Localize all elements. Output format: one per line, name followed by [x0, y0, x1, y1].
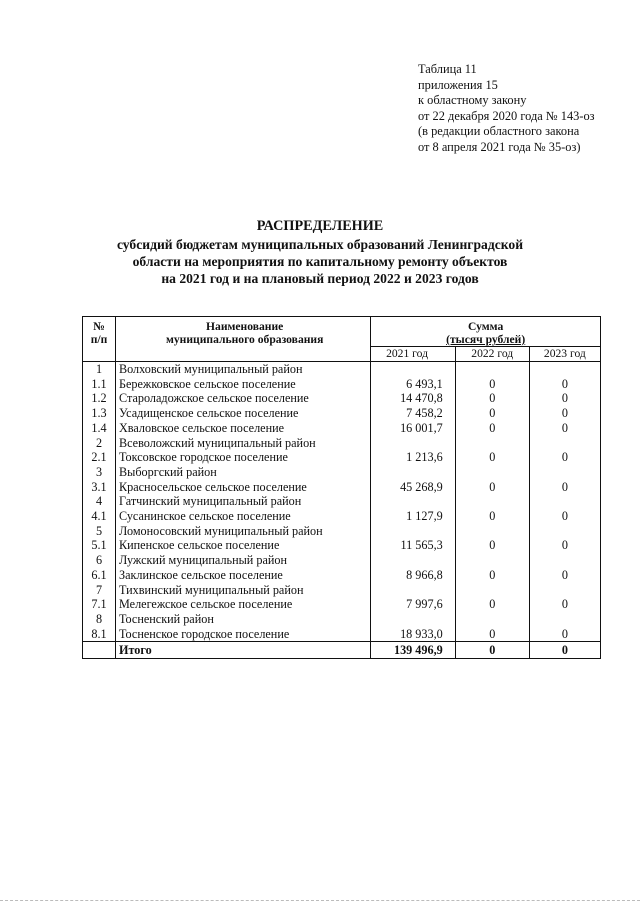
- header-year-2023: 2023 год: [529, 347, 600, 362]
- title-line: на 2021 год и на плановый период 2022 и 2023 годов: [161, 271, 479, 286]
- row-number: 1: [83, 362, 116, 377]
- total-number: [83, 642, 116, 659]
- note-line: Таблица 11: [418, 62, 477, 76]
- row-number: 8.1: [83, 627, 116, 642]
- header-num-line2: п/п: [90, 333, 108, 346]
- row-amount-2022: [455, 524, 529, 539]
- row-amount-2023: [529, 465, 600, 480]
- row-number: 5: [83, 524, 116, 539]
- row-number: 4.1: [83, 509, 116, 524]
- row-number: 2.1: [83, 450, 116, 465]
- row-amount-2021: [371, 553, 455, 568]
- row-amount-2023: 0: [529, 597, 600, 612]
- row-amount-2023: 0: [529, 406, 600, 421]
- header-num: [83, 317, 116, 362]
- row-municipality-name: Волховский муниципальный район: [116, 362, 371, 377]
- total-amount-2023: 0: [529, 642, 600, 659]
- total-amount-2021: 139 496,9: [371, 642, 455, 659]
- row-amount-2023: 0: [529, 391, 600, 406]
- row-number: 1.4: [83, 421, 116, 436]
- table-body: [83, 362, 601, 659]
- note-line: приложения 15: [418, 77, 498, 92]
- header-name-line2: муниципального образования: [165, 333, 324, 346]
- title-line: области на мероприятия по капитальному ремонту объектов: [132, 254, 508, 269]
- table-row: [83, 524, 601, 539]
- row-amount-2022: 0: [455, 406, 529, 421]
- table-row: [83, 362, 601, 377]
- table-row: [83, 480, 601, 495]
- row-amount-2022: 0: [455, 627, 529, 642]
- title-main: РАСПРЕДЕЛЕНИЕ: [256, 218, 384, 234]
- title-line: субсидий бюджетам муниципальных образований Ленинградской: [116, 237, 524, 252]
- row-number: 6: [83, 553, 116, 568]
- row-municipality-name: Кипенское сельское поселение: [116, 538, 371, 553]
- row-amount-2023: [529, 612, 600, 627]
- row-amount-2021: 45 268,9: [371, 480, 455, 495]
- row-number: 3.1: [83, 480, 116, 495]
- row-amount-2022: 0: [455, 377, 529, 392]
- row-amount-2022: 0: [455, 391, 529, 406]
- row-municipality-name: Староладожское сельское поселение: [116, 391, 371, 406]
- row-municipality-name: Заклинское сельское поселение: [116, 568, 371, 583]
- row-amount-2023: 0: [529, 480, 600, 495]
- header-year-2022: 2022 год: [455, 347, 529, 362]
- row-amount-2021: 16 001,7: [371, 421, 455, 436]
- row-amount-2022: [455, 465, 529, 480]
- row-number: 2: [83, 436, 116, 451]
- row-amount-2023: [529, 494, 600, 509]
- note-line: к областному закону: [418, 93, 527, 108]
- total-amount-2022: 0: [455, 642, 529, 659]
- table-row: [83, 568, 601, 583]
- row-number: 7: [83, 583, 116, 598]
- row-number: 1.1: [83, 377, 116, 392]
- row-amount-2022: 0: [455, 597, 529, 612]
- row-municipality-name: Хваловское сельское поселение: [116, 421, 371, 436]
- row-municipality-name: Токсовское городское поселение: [116, 450, 371, 465]
- table-total-row: [83, 642, 601, 659]
- header-num-line1: №: [93, 320, 105, 333]
- row-amount-2021: [371, 612, 455, 627]
- row-municipality-name: Сусанинское сельское поселение: [116, 509, 371, 524]
- row-municipality-name: Красносельское сельское поселение: [116, 480, 371, 495]
- row-amount-2022: [455, 362, 529, 377]
- row-amount-2022: 0: [455, 568, 529, 583]
- table-row: [83, 612, 601, 627]
- row-amount-2021: 14 470,8: [371, 391, 455, 406]
- row-amount-2021: [371, 436, 455, 451]
- table-row: [83, 377, 601, 392]
- table-row: [83, 553, 601, 568]
- table-row: [83, 421, 601, 436]
- document-title: [0, 218, 640, 287]
- document-reference-note: [418, 62, 595, 156]
- header-name: [116, 317, 371, 362]
- row-municipality-name: Выборгский район: [116, 465, 371, 480]
- row-amount-2022: 0: [455, 450, 529, 465]
- header-sum-line1: Сумма: [468, 320, 504, 333]
- row-amount-2021: [371, 465, 455, 480]
- row-amount-2021: [371, 362, 455, 377]
- header-year-2021: 2021 год: [371, 347, 455, 362]
- header-sum-line2: (тысяч рублей): [446, 333, 526, 346]
- row-number: 3: [83, 465, 116, 480]
- table-row: [83, 494, 601, 509]
- row-amount-2022: 0: [455, 538, 529, 553]
- table-row: [83, 509, 601, 524]
- row-municipality-name: Тихвинский муниципальный район: [116, 583, 371, 598]
- row-municipality-name: Усадищенское сельское поселение: [116, 406, 371, 421]
- row-amount-2021: 11 565,3: [371, 538, 455, 553]
- row-amount-2022: [455, 436, 529, 451]
- note-line: от 8 апреля 2021 года № 35-оз): [418, 139, 581, 154]
- row-number: 7.1: [83, 597, 116, 612]
- row-amount-2022: 0: [455, 480, 529, 495]
- row-amount-2023: 0: [529, 377, 600, 392]
- row-number: 1.2: [83, 391, 116, 406]
- row-amount-2022: 0: [455, 421, 529, 436]
- table-row: [83, 406, 601, 421]
- table-row: [83, 436, 601, 451]
- table-row: [83, 465, 601, 480]
- row-number: 8: [83, 612, 116, 627]
- table-row: [83, 583, 601, 598]
- row-amount-2023: 0: [529, 568, 600, 583]
- row-amount-2023: [529, 362, 600, 377]
- row-amount-2022: [455, 583, 529, 598]
- table-row: [83, 391, 601, 406]
- row-amount-2021: 8 966,8: [371, 568, 455, 583]
- row-amount-2021: [371, 583, 455, 598]
- row-municipality-name: Тосненский район: [116, 612, 371, 627]
- table-row: [83, 627, 601, 642]
- header-sum: [371, 317, 601, 347]
- row-municipality-name: Гатчинский муниципальный район: [116, 494, 371, 509]
- row-amount-2021: 7 997,6: [371, 597, 455, 612]
- row-municipality-name: Ломоносовский муниципальный район: [116, 524, 371, 539]
- row-municipality-name: Мелегежское сельское поселение: [116, 597, 371, 612]
- page-bottom-edge: [0, 900, 640, 902]
- row-amount-2021: 7 458,2: [371, 406, 455, 421]
- table-row: [83, 597, 601, 612]
- header-name-line1: Наименование: [206, 320, 284, 333]
- row-municipality-name: Лужский муниципальный район: [116, 553, 371, 568]
- note-line: от 22 декабря 2020 года № 143-оз: [418, 108, 595, 123]
- row-amount-2023: [529, 524, 600, 539]
- row-municipality-name: Бережковское сельское поселение: [116, 377, 371, 392]
- table-row: [83, 450, 601, 465]
- row-amount-2023: 0: [529, 421, 600, 436]
- row-amount-2021: 1 127,9: [371, 509, 455, 524]
- row-amount-2021: [371, 524, 455, 539]
- row-amount-2023: 0: [529, 538, 600, 553]
- row-amount-2023: [529, 436, 600, 451]
- row-amount-2023: [529, 553, 600, 568]
- row-amount-2022: [455, 612, 529, 627]
- row-number: 4: [83, 494, 116, 509]
- row-amount-2022: [455, 494, 529, 509]
- table-row: [83, 538, 601, 553]
- row-amount-2021: 6 493,1: [371, 377, 455, 392]
- subsidy-table: [82, 316, 601, 659]
- row-municipality-name: Всеволожский муниципальный район: [116, 436, 371, 451]
- row-number: 1.3: [83, 406, 116, 421]
- row-amount-2021: 1 213,6: [371, 450, 455, 465]
- row-number: 5.1: [83, 538, 116, 553]
- note-line: (в редакции областного закона: [418, 124, 580, 139]
- row-amount-2021: 18 933,0: [371, 627, 455, 642]
- row-municipality-name: Тосненское городское поселение: [116, 627, 371, 642]
- row-amount-2023: 0: [529, 450, 600, 465]
- row-amount-2023: [529, 583, 600, 598]
- row-amount-2023: 0: [529, 627, 600, 642]
- total-label: Итого: [116, 642, 371, 659]
- row-amount-2022: 0: [455, 509, 529, 524]
- row-amount-2021: [371, 494, 455, 509]
- row-number: 6.1: [83, 568, 116, 583]
- row-amount-2023: 0: [529, 509, 600, 524]
- row-amount-2022: [455, 553, 529, 568]
